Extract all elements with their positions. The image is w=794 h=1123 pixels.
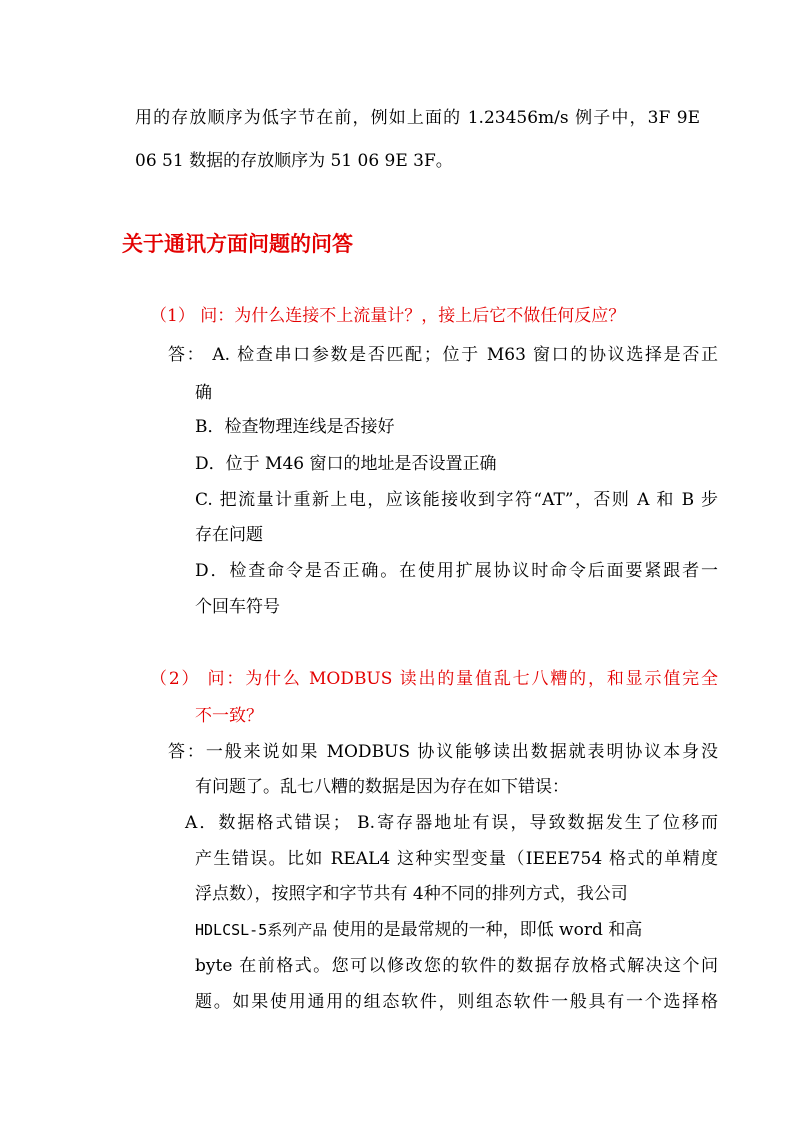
answer-2-detail-line-3: 浮点数），按照字和字节共有 4种不同的排列方式，我公司 bbox=[195, 884, 628, 904]
answer-2-detail-line-2: 产生错误。比如 REAL4 这种实型变量（IEEE754 格式的单精度 bbox=[195, 849, 718, 869]
answer-1-d1: D．位于 M46 窗口的地址是否设置正确 bbox=[195, 454, 497, 474]
intro-line-1: 用的存放顺序为低字节在前，例如上面的 1.23456m/s 例子中，3F 9E bbox=[135, 108, 700, 128]
product-model: HDLCSL-5系列产品 bbox=[195, 921, 328, 939]
answer-1-c-line-1: C. 把流量计重新上电，应该能接收到字符“AT”，否则 A 和 B 步 bbox=[195, 490, 718, 510]
answer-2-detail-line-1: A．数据格式错误； B.寄存器地址有误，导致数据发生了位移而 bbox=[185, 813, 718, 833]
answer-1-b: B．检查物理连线是否接好 bbox=[195, 417, 395, 437]
answer-2-line-1: 答：一般来说如果 MODBUS 协议能够读出数据就表明协议本身没 bbox=[168, 742, 718, 762]
answer-1-a-line-1: 答： A. 检查串口参数是否匹配；位于 M63 窗口的协议选择是否正 bbox=[168, 345, 718, 365]
answer-1-c-line-2: 存在问题 bbox=[195, 525, 263, 545]
intro-line-2: 06 51 数据的存放顺序为 51 06 9E 3F。 bbox=[135, 151, 453, 171]
question-2-line-2: 不一致？ bbox=[195, 706, 263, 726]
answer-1-d2-line-1: D．检查命令是否正确。在使用扩展协议时命令后面要紧跟者一 bbox=[195, 561, 718, 581]
section-title: 关于通讯方面问题的问答 bbox=[122, 232, 353, 256]
question-2-line-1: （2） 问：为什么 MODBUS 读出的量值乱七八糟的，和显示值完全 bbox=[150, 669, 718, 689]
answer-1-a-line-2: 确 bbox=[195, 383, 212, 403]
question-1: （1） 问：为什么连接不上流量计？，接上后它不做任何反应？ bbox=[150, 306, 626, 326]
answer-2-line-2: 有问题了。乱七八糟的数据是因为存在如下错误： bbox=[195, 777, 569, 797]
answer-2-detail-line-4-rest: 使用的是最常规的一种，即低 word 和高 bbox=[327, 920, 643, 940]
answer-1-d2-line-2: 个回车符号 bbox=[195, 597, 280, 617]
answer-2-detail-line-6: 题。如果使用通用的组态软件，则组态软件一般具有一个选择格 bbox=[195, 992, 718, 1012]
answer-2-detail-line-5: byte 在前格式。您可以修改您的软件的数据存放格式解决这个问 bbox=[195, 956, 718, 976]
answer-2-detail-line-4 bbox=[195, 919, 642, 941]
